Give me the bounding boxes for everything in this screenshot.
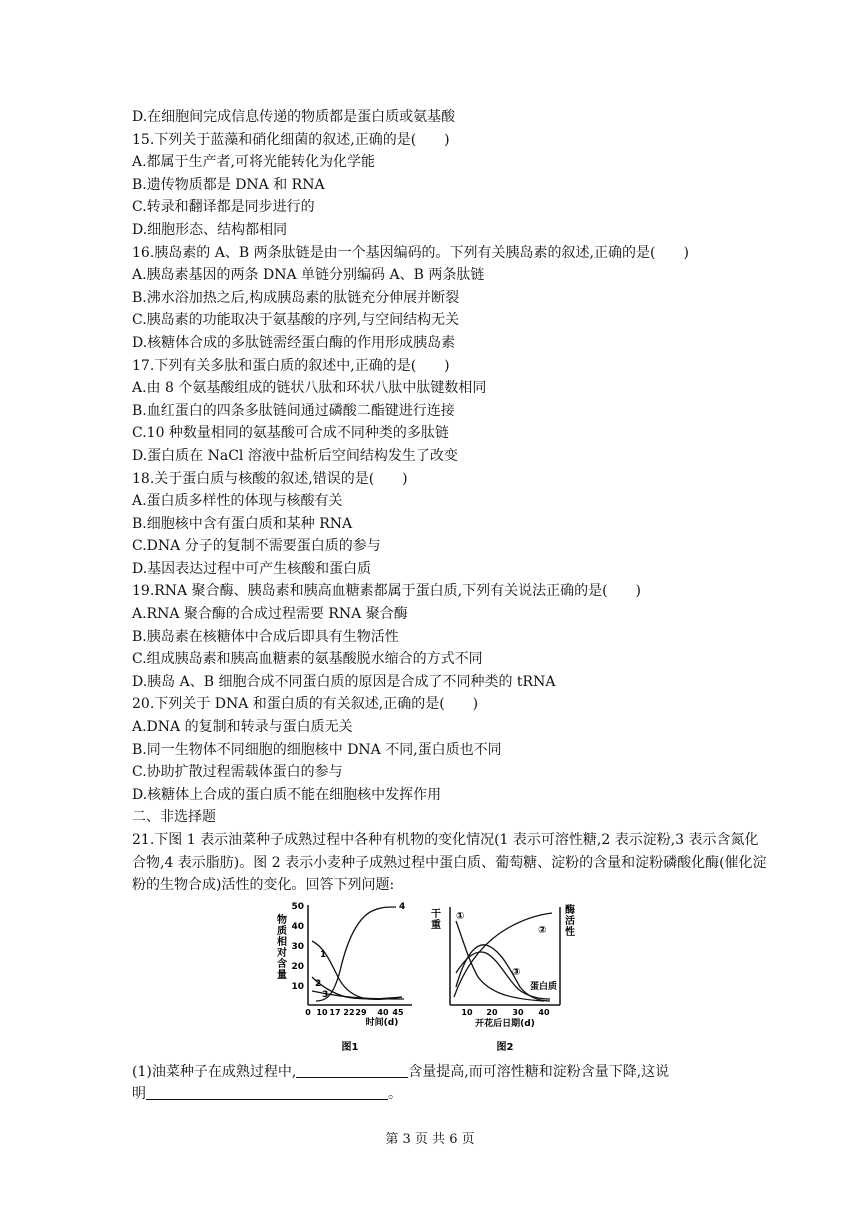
fig1-xtick: 17: [329, 1007, 341, 1017]
text-line: 20.下列关于 DNA 和蛋白质的有关叙述,正确的是( ): [132, 696, 479, 713]
q21-sub1-line1: (1)油菜种子在成熟过程中, 含量提高,而可溶性糖和淀粉含量下降,这说: [132, 1063, 670, 1080]
fig2-curve-3: [456, 945, 550, 1001]
text-line: A.DNA 的复制和转录与蛋白质无关: [132, 719, 353, 736]
svg-text:性: 性: [565, 926, 575, 938]
svg-text:量: 量: [277, 969, 287, 981]
fig1-curve-label: 4: [399, 901, 406, 912]
fig1-ytick: 50: [291, 901, 304, 912]
text-line: 15.下列关于蓝藻和硝化细菌的叙述,正确的是( ): [132, 131, 450, 148]
text-line: 17.下列有关多肽和蛋白质的叙述中,正确的是( ): [132, 357, 450, 374]
text-line: 16.胰岛素的 A、B 两条肽链是由一个基因编码的。下列有关胰岛素的叙述,正确的是( ): [132, 244, 689, 261]
fig1-caption: 图1: [341, 1041, 359, 1053]
svg-text:酶: 酶: [565, 904, 575, 916]
fig1-xticks: [305, 1008, 404, 1017]
fig1-ytick: 10: [291, 981, 304, 992]
fig1-ytick: 40: [291, 921, 304, 932]
answer-blank-1[interactable]: [296, 1063, 408, 1078]
fig2-curve-label: ①: [456, 910, 465, 922]
fig1-ytick: 20: [291, 961, 304, 972]
fig2-ylabel-left: [431, 907, 441, 931]
fig2-xtick: 40: [538, 1007, 550, 1017]
fig1-xtick: 40: [377, 1007, 389, 1017]
text-line: D.胰岛 A、B 细胞合成不同蛋白质的原因是合成了不同种类的 tRNA: [132, 673, 556, 690]
svg-text:对: 对: [277, 947, 287, 959]
fig1-xtick: 29: [355, 1007, 367, 1017]
text-line: A.由 8 个氨基酸组成的链状八肽和环状八肽中肽键数相同: [132, 380, 487, 397]
text-line: C.协助扩散过程需载体蛋白的参与: [132, 764, 343, 781]
fig2-xtick: 30: [512, 1007, 524, 1017]
fig2-xticks: [461, 1008, 550, 1017]
text-line: D.基因表达过程中可产生核酸和蛋白质: [132, 560, 372, 577]
fig2-xlabel: 开花后日期(d): [475, 1018, 535, 1029]
svg-text:物: 物: [277, 914, 287, 926]
fig1-curve-label: 3: [322, 989, 329, 1000]
q21-sub1-line2: 明 。: [132, 1086, 402, 1103]
fig2-xtick: 20: [486, 1007, 498, 1017]
text-line: A.胰岛素基因的两条 DNA 单链分别编码 A、B 两条肽链: [132, 267, 485, 284]
fig1-xlabel: 时间(d): [365, 1017, 399, 1028]
q21-stem: 21.下图 1 表示油菜种子成熟过程中各种有机物的变化情况(1 表示可溶性糖,2 表示淀粉,3 表示含氮化合物,4 表示脂肪)。图 2 表示小麦种子成熟过程中蛋白质、葡萄糖、淀粉的含量和淀粉磷酸化酶(催化淀粉的生物合成)活性的变化。回答下列问题:: [132, 832, 767, 894]
fig1-curve-4: [316, 907, 396, 1001]
question-lines: [132, 106, 772, 829]
text-line: A.RNA 聚合酶的合成过程需要 RNA 聚合酶: [132, 606, 408, 623]
text-line: B.沸水浴加热之后,构成胰岛素的肽链充分伸展并断裂: [132, 289, 460, 306]
text-line: B.遗传物质都是 DNA 和 RNA: [132, 176, 325, 193]
fig1-yticks: [291, 902, 304, 992]
fig1-xtick: 0: [305, 1007, 311, 1017]
fig1-ytick: 30: [291, 941, 304, 952]
text-line: B.胰岛素在核糖体中合成后即具有生物活性: [132, 628, 399, 645]
text-line: C.组成胰岛素和胰高血糖素的氨基酸脱水缩合的方式不同: [132, 651, 483, 668]
fig2-ylabel-right: [565, 903, 575, 938]
text-line: D.在细胞间完成信息传递的物质都是蛋白质或氨基酸: [132, 109, 456, 125]
question-text-block: [132, 106, 772, 1106]
text-line: B.同一生物体不同细胞的细胞核中 DNA 不同,蛋白质也不同: [132, 741, 502, 758]
fig2-xtick: 10: [461, 1007, 473, 1017]
text-line: 19.RNA 聚合酶、胰岛素和胰高血糖素都属于蛋白质,下列有关说法正确的是( ): [132, 583, 641, 600]
text-line: C.DNA 分子的复制不需要蛋白质的参与: [132, 538, 381, 555]
fig1-xtick: 45: [392, 1007, 404, 1017]
text-line: D.细胞形态、结构都相同: [132, 221, 288, 238]
figure-2: [420, 897, 580, 1061]
text-line: C.胰岛素的功能取决于氨基酸的序列,与空间结构无关: [132, 312, 460, 329]
fig1-curve-labels: [315, 902, 405, 1000]
text-line: D.核糖体上合成的蛋白质不能在细胞核中发挥作用: [132, 786, 442, 803]
fig2-caption: 图2: [496, 1041, 514, 1053]
page-footer: 第 3 页 共 6 页: [385, 1132, 475, 1147]
text-line: D.核糖体合成的多肽链需经蛋白酶的作用形成胰岛素: [132, 334, 456, 351]
svg-text:重: 重: [431, 919, 441, 931]
fig1-curve-label: 2: [315, 978, 322, 989]
answer-blank-2[interactable]: [146, 1085, 388, 1100]
text-line: A.蛋白质多样性的体现与核酸有关: [132, 493, 343, 510]
fig2-curve-label: ③: [512, 966, 521, 978]
text-line: C.10 种数量相同的氨基酸可合成不同种类的多肽链: [132, 425, 449, 442]
svg-text:含: 含: [277, 958, 287, 970]
fig1-curve-label: 1: [320, 949, 327, 960]
fig1-ylabel: [276, 913, 287, 981]
svg-text:干: 干: [431, 908, 441, 920]
text-line: C.转录和翻译都是同步进行的: [132, 199, 315, 216]
text-line: 二、非选择题: [132, 809, 216, 826]
text-line: A.都属于生产者,可将光能转化为化学能: [132, 154, 376, 171]
svg-text:活: 活: [565, 915, 575, 927]
fig1-xtick: 10: [316, 1007, 328, 1017]
svg-text:相: 相: [277, 936, 287, 948]
text-line: B.血红蛋白的四条多肽链间通过磷酸二酯键进行连接: [132, 402, 455, 419]
text-line: B.细胞核中含有蛋白质和某种 RNA: [132, 515, 353, 532]
figure-1: [272, 897, 422, 1061]
text-line: D.蛋白质在 NaCl 溶液中盐析后空间结构发生了改变: [132, 447, 458, 464]
fig1-xtick: 22: [343, 1007, 355, 1017]
fig2-curve-label: 蛋白质: [530, 981, 558, 992]
figures: [132, 897, 772, 1061]
text-line: 18.关于蛋白质与核酸的叙述,错误的是( ): [132, 470, 408, 487]
fig2-curve-label: ②: [538, 924, 547, 936]
svg-text:质: 质: [277, 925, 287, 937]
